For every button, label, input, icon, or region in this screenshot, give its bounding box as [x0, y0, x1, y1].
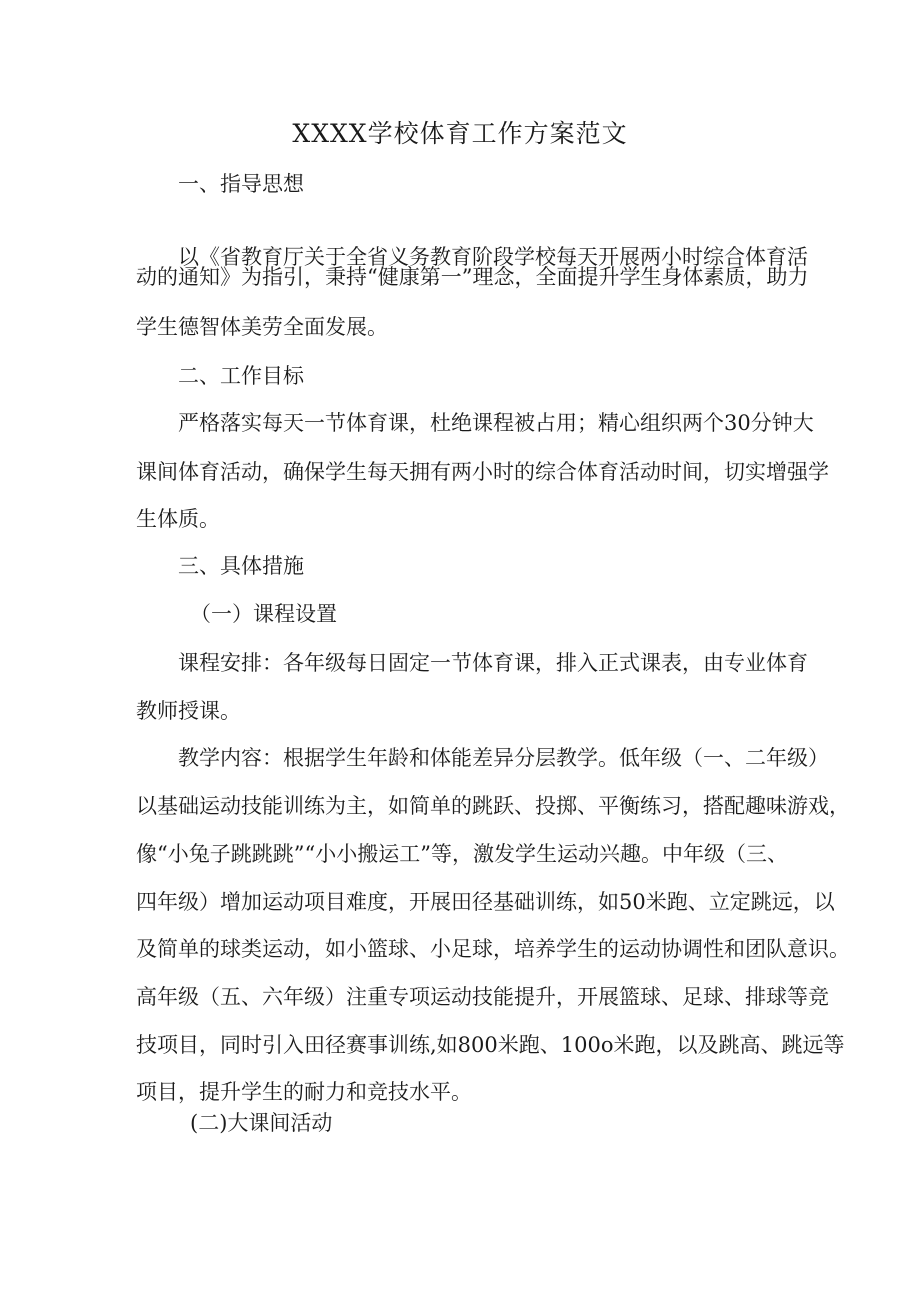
paragraph-line: 以《省教育厅关于全省义务教育阶段学校每天开展两小时综合体育活	[178, 245, 808, 269]
paragraph-line: 生体质。	[136, 507, 220, 531]
paragraph-line: 教学内容：根据学生年龄和体能差异分层教学。低年级（一、二年级）	[178, 746, 829, 770]
paragraph-line: 课间体育活动，确保学生每天拥有两小时的综合体育活动时间，切实增强学	[136, 460, 829, 484]
paragraph-line: 动的通知》为指引，秉持“健康第一”理念，全面提升学生身体素质，助力	[136, 265, 809, 289]
paragraph-line: 及简单的球类运动，如小篮球、小足球，培养学生的运动协调性和团队意识。	[136, 937, 850, 961]
subsection-heading-curriculum: （一）课程设置	[190, 602, 337, 626]
paragraph-line: 技项目，同时引入田径赛事训练,如800米跑、100o米跑，以及跳高、跳远等	[136, 1033, 845, 1057]
section-heading-work-goals: 二、工作目标	[178, 364, 304, 388]
paragraph-line: 像“小兔子跳跳跳”“小小搬运工”等，激发学生运动兴趣。中年级（三、	[136, 842, 788, 866]
section-heading-guiding-ideology: 一、指导思想	[178, 172, 304, 196]
subsection-heading-big-break-activities: (二)大课间活动	[190, 1111, 333, 1135]
section-heading-specific-measures: 三、具体措施	[178, 554, 304, 578]
document-title: XXXX学校体育工作方案范文	[292, 119, 628, 148]
paragraph-line: 学生德智体美劳全面发展。	[136, 315, 388, 339]
paragraph-line: 项目，提升学生的耐力和竞技水平。	[136, 1080, 472, 1104]
paragraph-line: 教师授课。	[136, 699, 241, 723]
paragraph-line: 以基础运动技能训练为主，如简单的跳跃、投掷、平衡练习，搭配趣味游戏，	[136, 794, 850, 818]
paragraph-line: 四年级）增加运动项目难度，开展田径基础训练，如50米跑、立定跳远，以	[136, 890, 835, 914]
paragraph-line: 严格落实每天一节体育课，杜绝课程被占用；精心组织两个30分钟大	[178, 411, 814, 435]
paragraph-line: 高年级（五、六年级）注重专项运动技能提升，开展篮球、足球、排球等竞	[136, 985, 829, 1009]
paragraph-line: 课程安排：各年级每日固定一节体育课，排入正式课表，由专业体育	[178, 651, 808, 675]
